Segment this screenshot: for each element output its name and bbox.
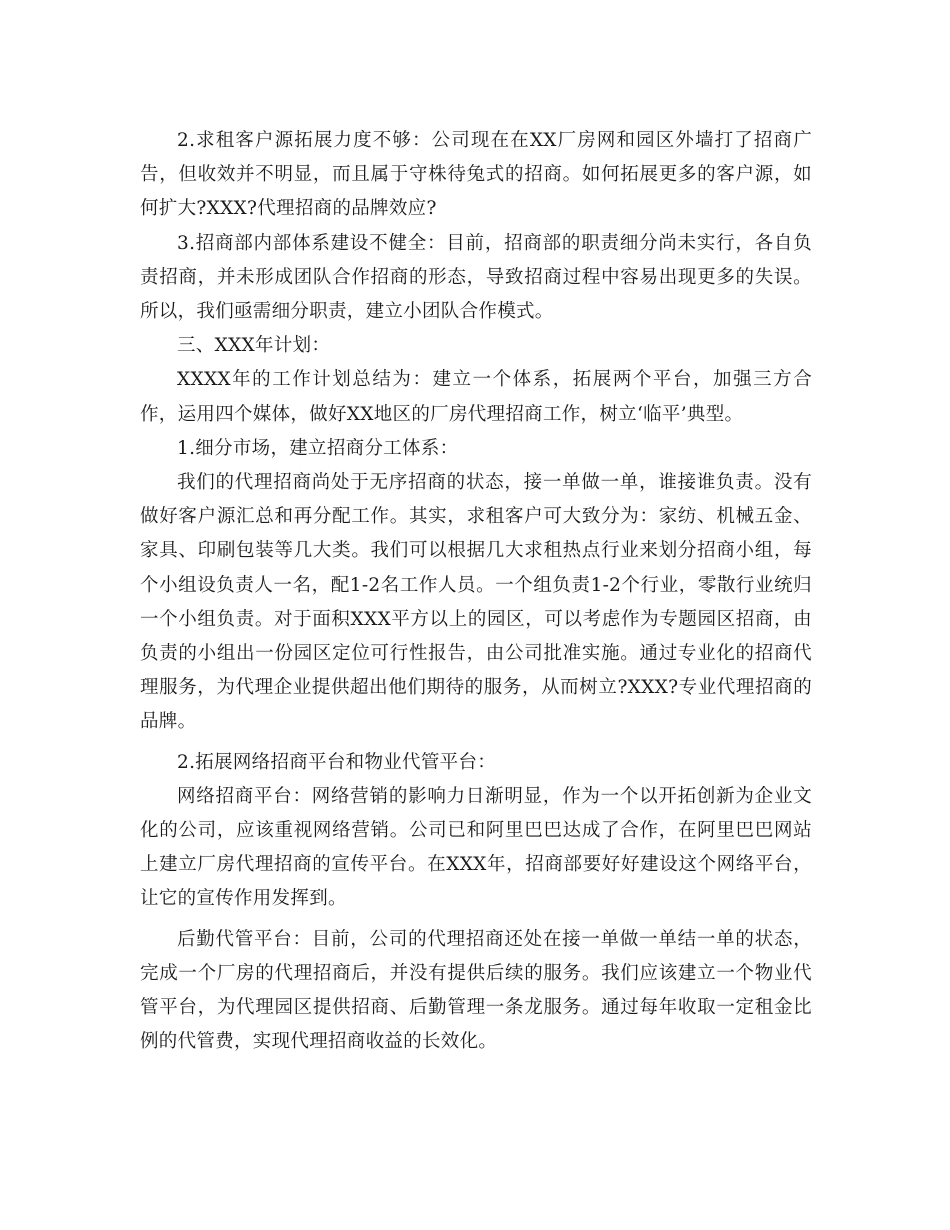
paragraph-logistics-platform: 后勤代管平台：目前，公司的代理招商还处在接一单做一单结一单的状态，完成一个厂房的代理招商后，并没有提供后续的服务。我们应该建立一个物业代管平台，为代理园区提供招商、后勤管理一条龙服务。通过每年收取一定租金比例的代管费，实现代理招商收益的长效化。 — [140, 928, 812, 1053]
subheading-platforms: 2.拓展网络招商平台和物业代管平台： — [177, 751, 497, 773]
paragraph-internal-system: 3.招商部内部体系建设不健全：目前，招商部的职责细分尚未实行，各自负责招商，并未形成团队合作招商的形态，导致招商过程中容易出现更多的失误。所以，我们亟需细分职责，建立小团队合作模式。 — [140, 232, 812, 323]
section-heading-plan: 三、XXX年计划： — [177, 335, 331, 357]
subheading-market-segmentation: 1.细分市场，建立招商分工体系： — [177, 437, 459, 459]
paragraph-plan-summary: XXXX年的工作计划总结为：建立一个体系，拓展两个平台，加强三方合作，运用四个媒体，做好XX地区的厂房代理招商工作，树立‘临平’典型。 — [140, 369, 812, 425]
document-body — [140, 124, 812, 1059]
paragraph-online-platform: 网络招商平台：网络营销的影响力日渐明显，作为一个以开拓创新为企业文化的公司，应该重视网络营销。公司已和阿里巴巴达成了合作，在阿里巴巴网站上建立厂房代理招商的宣传平台。在XXX年，招商部要好好建设这个网络平台，让它的宣传作用发挥到。 — [140, 785, 812, 910]
paragraph-market-segmentation: 我们的代理招商尚处于无序招商的状态，接一单做一单，谁接谁负责。没有做好客户源汇总和再分配工作。其实，求租客户可大致分为：家纺、机械五金、家具、印刷包装等几大类。我们可以根据几大求租热点行业来划分招商小组，每个小组设负责人一名，配1-2名工作人员。一个组负责1-2个行业，零散行业统归一个小组负责。对于面积XXX平方以上的园区，可以考虑作为专题园区招商，由负责的小组出一份园区定位可行性报告，由公司批准实施。通过专业化的招商代理服务，为代理企业提供超出他们期待的服务，从而树立?XXX?专业代理招商的品牌。 — [140, 472, 812, 733]
paragraph-client-source: 2.求租客户源拓展力度不够：公司现在在XX厂房网和园区外墙打了招商广告，但收效并不明显，而且属于守株待兔式的招商。如何拓展更多的客户源，如何扩大?XXX?代理招商的品牌效应? — [140, 130, 812, 220]
